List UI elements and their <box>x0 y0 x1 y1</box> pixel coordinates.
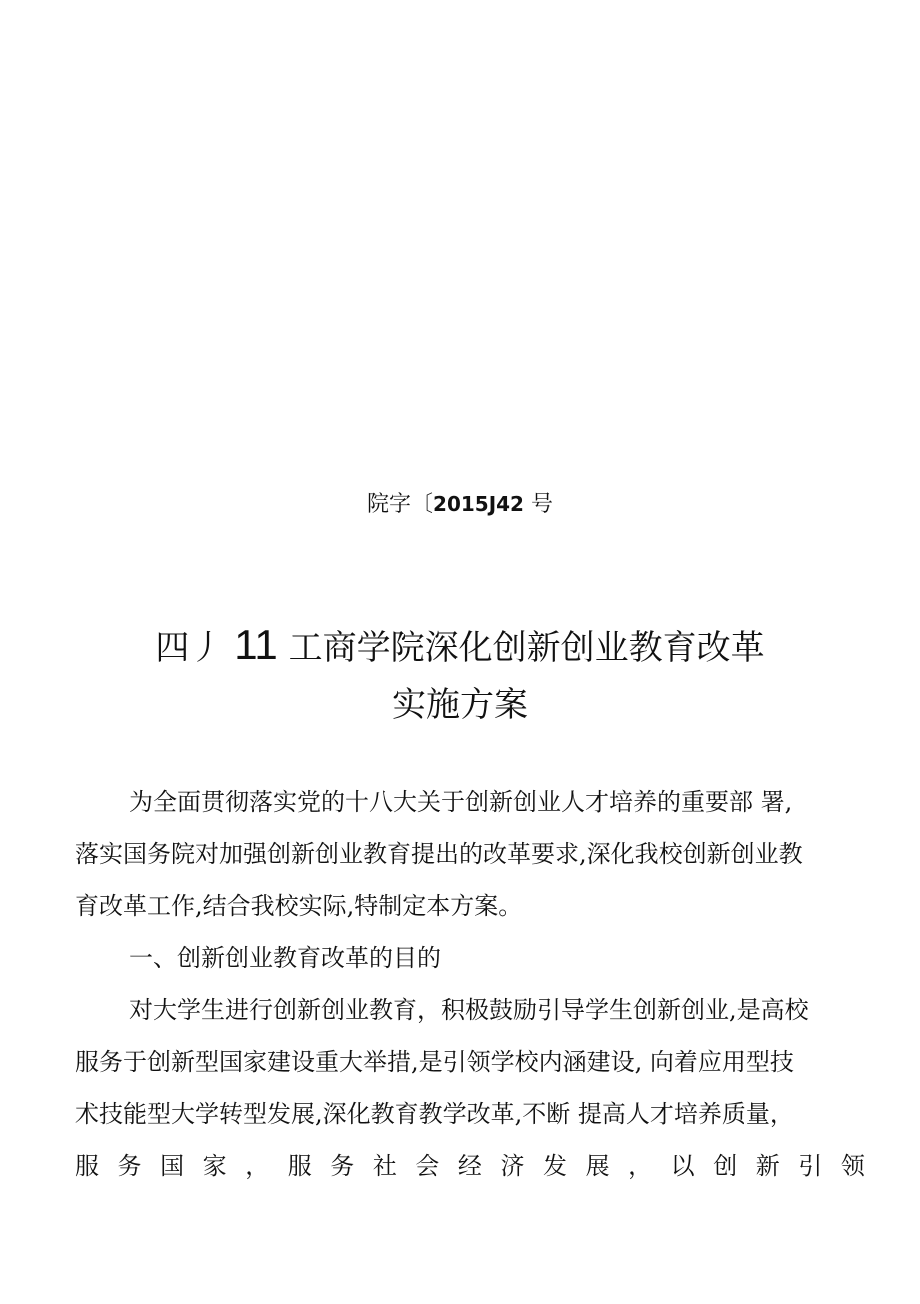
title-fragment-b: 11 <box>234 621 278 668</box>
section-heading-text: 一、创新创业教育改革的目的 <box>129 944 441 972</box>
paragraph-line: 育改革工作,结合我校实际,特制定本方案。 <box>75 892 523 920</box>
body-paragraph-1 <box>75 776 865 932</box>
document-title-line-2: 实施方案 <box>392 685 528 725</box>
spread-char: 国 <box>160 1152 185 1180</box>
document-number-suffix: 号 <box>523 492 553 517</box>
spread-char: 务 <box>330 1152 355 1180</box>
spread-char: 发 <box>543 1152 568 1180</box>
document-number <box>0 488 920 521</box>
document-number-value: 2015J42 <box>433 492 524 516</box>
body-paragraph-2 <box>75 984 865 1192</box>
spread-char: 引 <box>798 1152 823 1180</box>
paragraph-line: 对大学生进行创新创业教育，积极鼓励引导学生创新创业,是高校 <box>129 996 809 1024</box>
document-number-prefix: 院字〔 <box>367 492 434 517</box>
spread-char: ， <box>245 1152 270 1180</box>
spread-char: 新 <box>755 1152 780 1180</box>
spread-char: 家 <box>202 1152 227 1180</box>
spread-char: 服 <box>75 1152 99 1180</box>
spread-char: 济 <box>500 1152 525 1180</box>
spread-char: 经 <box>457 1152 482 1180</box>
paragraph-line: 服务于创新型国家建设重大举措,是引领学校内涵建设, 向着应用型技 <box>75 1048 794 1076</box>
title-fragment-a: 四丿 <box>155 628 224 668</box>
paragraph-line: 术技能型大学转型发展,深化教育教学改革,不断 提高人才培养质量， <box>75 1100 794 1128</box>
spread-char: 社 <box>372 1152 397 1180</box>
paragraph-line: 为全面贯彻落实党的十八大关于创新创业人才培养的重要部 署, <box>129 788 793 816</box>
section-heading-1 <box>75 932 865 984</box>
title-fragment-c: 工商学院深化创新创业教育改革 <box>288 628 765 668</box>
spread-char: 务 <box>117 1152 142 1180</box>
paragraph-line-spread <box>75 1140 865 1192</box>
spread-char: 领 <box>840 1152 865 1180</box>
spread-char: 服 <box>287 1152 312 1180</box>
spread-char: ， <box>628 1152 653 1180</box>
spread-char: 创 <box>713 1152 738 1180</box>
spread-char: 以 <box>670 1152 695 1180</box>
document-title-line-1 <box>0 623 920 670</box>
spread-char: 会 <box>415 1152 440 1180</box>
spread-char: 展 <box>585 1152 610 1180</box>
paragraph-line: 落实国务院对加强创新创业教育提出的改革要求,深化我校创新创业教 <box>75 840 803 868</box>
